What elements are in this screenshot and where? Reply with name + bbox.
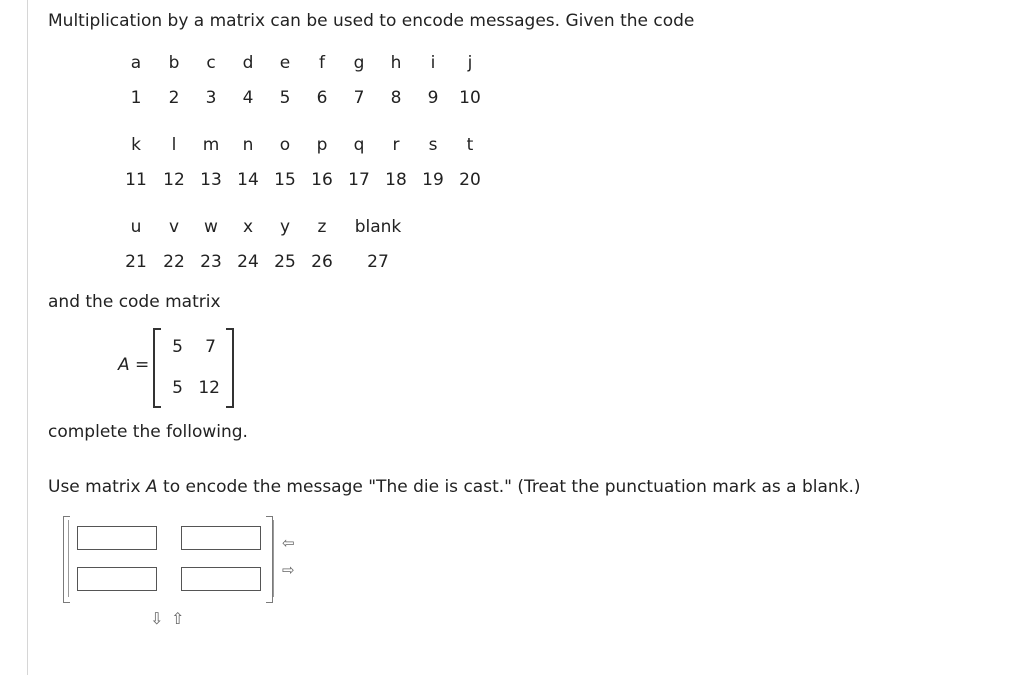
code-letter-v: v <box>168 217 180 237</box>
code-letter-f: f <box>319 53 325 73</box>
code-letter-c: c <box>206 53 216 73</box>
code-number-7: 7 <box>353 88 365 108</box>
answer-input-1-1[interactable] <box>77 526 157 550</box>
intro-text: Multiplication by a matrix can be used to encode messages. Given the code <box>48 11 695 31</box>
code-letter-o: o <box>279 135 291 155</box>
code-letter-b: b <box>168 53 180 73</box>
code-letter-e: e <box>279 53 291 73</box>
code-letter-u: u <box>130 217 142 237</box>
code-number-20: 20 <box>459 170 481 190</box>
code-number-26: 26 <box>311 252 333 272</box>
code-letter-t: t <box>466 135 474 155</box>
code-number-18: 18 <box>385 170 407 190</box>
code-letter-h: h <box>390 53 402 73</box>
code-number-15: 15 <box>274 170 296 190</box>
code-number-27: 27 <box>367 252 389 272</box>
code-letter-blank: blank <box>354 217 402 237</box>
code-letter-d: d <box>242 53 254 73</box>
matrix-entry-2-1: 5 <box>172 378 183 398</box>
question-text: Use matrix A to encode the message "The die is cast." (Treat the punctuation mark as a blank.) <box>48 477 861 497</box>
code-number-1: 1 <box>130 88 142 108</box>
answer-input-2-2[interactable] <box>181 567 261 591</box>
code-letter-k: k <box>131 135 141 155</box>
code-letter-y: y <box>279 217 291 237</box>
code-letter-q: q <box>353 135 365 155</box>
matrix-entry-1-1: 5 <box>172 337 183 357</box>
code-number-21: 21 <box>125 252 147 272</box>
code-number-17: 17 <box>348 170 370 190</box>
left-divider <box>27 0 28 675</box>
answer-right-bracket-outer <box>266 516 273 603</box>
code-letter-m: m <box>202 135 220 155</box>
answer-input-2-1[interactable] <box>77 567 157 591</box>
code-number-6: 6 <box>316 88 328 108</box>
code-number-14: 14 <box>237 170 259 190</box>
answer-input-1-2[interactable] <box>181 526 261 550</box>
code-letter-j: j <box>467 53 473 73</box>
code-letter-s: s <box>428 135 438 155</box>
matrix-right-bracket <box>226 328 234 408</box>
code-number-25: 25 <box>274 252 296 272</box>
code-letter-r: r <box>392 135 400 155</box>
complete-text: complete the following. <box>48 422 248 442</box>
code-letter-i: i <box>430 53 436 73</box>
code-number-24: 24 <box>237 252 259 272</box>
answer-left-bracket-inner <box>68 520 70 597</box>
code-number-2: 2 <box>168 88 180 108</box>
code-number-5: 5 <box>279 88 291 108</box>
code-letter-a: a <box>130 53 142 73</box>
code-number-4: 4 <box>242 88 254 108</box>
code-number-13: 13 <box>200 170 222 190</box>
code-number-8: 8 <box>390 88 402 108</box>
code-letter-n: n <box>242 135 254 155</box>
code-number-19: 19 <box>422 170 444 190</box>
code-number-9: 9 <box>427 88 439 108</box>
arrow-left-icon[interactable]: ⇦ <box>282 534 295 552</box>
code-number-10: 10 <box>459 88 481 108</box>
code-number-3: 3 <box>205 88 217 108</box>
arrow-down-icon[interactable]: ⇩ <box>150 609 164 628</box>
code-letter-p: p <box>316 135 328 155</box>
matrix-label <box>118 355 149 375</box>
code-number-11: 11 <box>125 170 147 190</box>
matrix-equals: = <box>135 355 150 375</box>
arrow-up-icon[interactable]: ⇧ <box>171 609 185 628</box>
code-letter-x: x <box>242 217 254 237</box>
code-letter-z: z <box>317 217 327 237</box>
code-letter-w: w <box>204 217 218 237</box>
matrix-intro-text: and the code matrix <box>48 292 221 312</box>
code-letter-l: l <box>171 135 177 155</box>
matrix-entry-2-2: 12 <box>198 378 220 398</box>
matrix-name: A <box>118 355 130 375</box>
code-number-12: 12 <box>163 170 185 190</box>
code-letter-g: g <box>353 53 365 73</box>
answer-right-bracket-inner <box>273 520 275 597</box>
arrow-right-icon[interactable]: ⇨ <box>282 561 295 579</box>
code-number-16: 16 <box>311 170 333 190</box>
matrix-entry-1-2: 7 <box>205 337 216 357</box>
code-number-23: 23 <box>200 252 222 272</box>
code-number-22: 22 <box>163 252 185 272</box>
